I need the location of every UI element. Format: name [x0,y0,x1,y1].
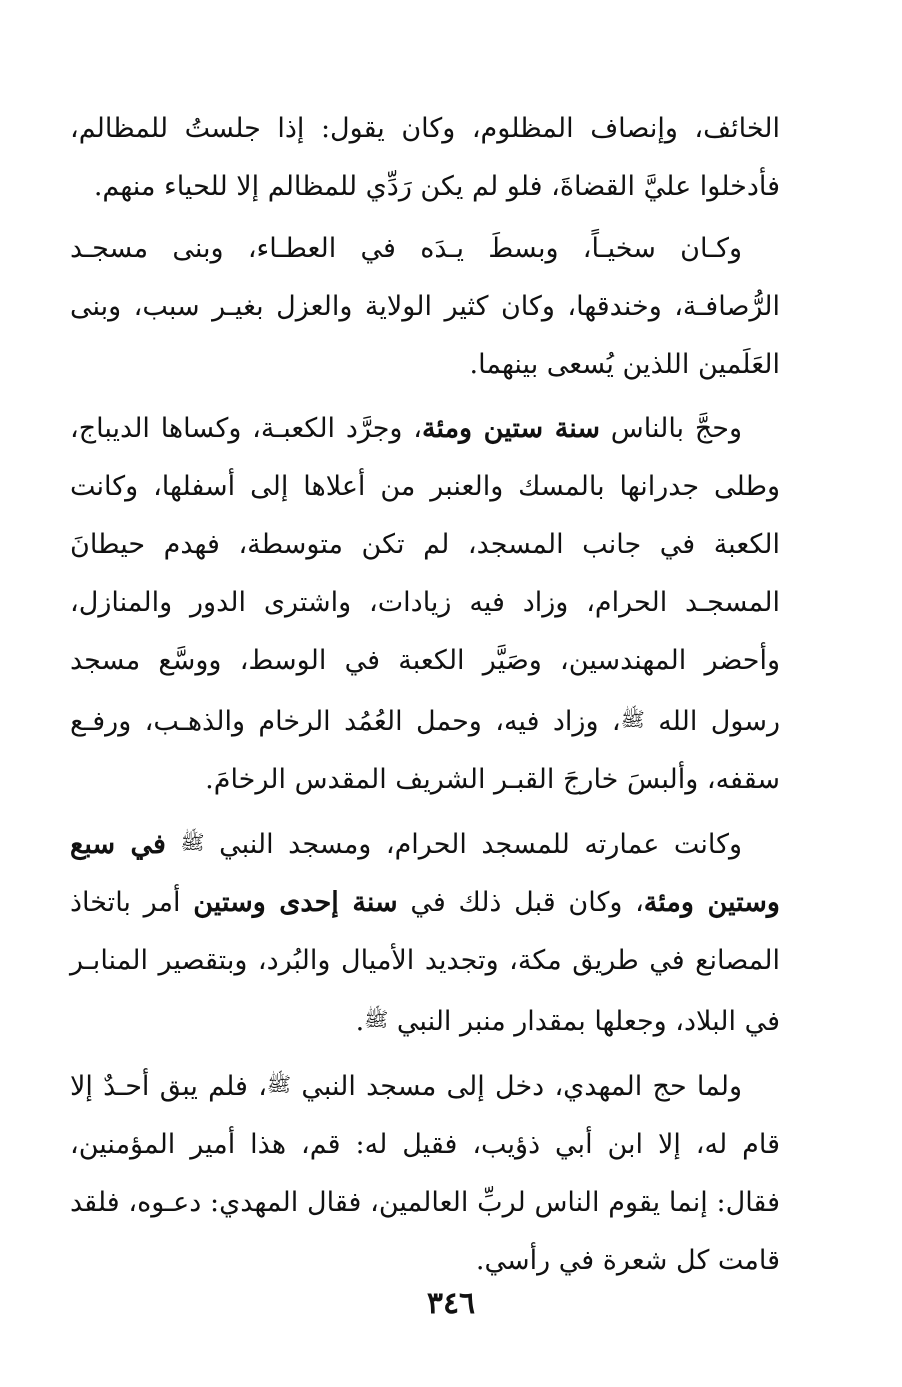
page-body [70,100,780,1387]
page-number: ٣٤٦ [426,1286,476,1321]
text-run: وحجَّ بالناس [600,413,742,444]
paragraph-3 [70,400,780,809]
text-run: الخائف، وإنصاف المظلوم، وكان يقول: إذا جلستُ للمظالم، فأدخلوا عليَّ القضاةَ، فلو لم يكن رَدِّي للمظالم إلا للحياء منهم. [70,113,780,202]
text-run: ، وكان قبل ذلك في [397,887,644,918]
salawat-glyph: ﷺ [620,707,645,731]
text-run: ، وزاد فيه، وحمل العُمُد الرخام والذهـب، ورفـع سقفه، وألبسَ خارجَ القبـر الشريف المقدس الرخامَ. [70,706,780,795]
paragraph-4 [70,813,780,1051]
paragraph-2 [70,220,780,394]
bold-date-phrase: سنة ستين ومئة [421,413,600,444]
salawat-glyph: ﷺ [180,830,205,854]
salawat-glyph: ﷺ [266,1072,292,1096]
text-run: وكانت عمارته للمسجد الحرام، ومسجد النبي [204,829,742,860]
text-run: ، فلم يبق أحـدٌ إلا قام له، إلا ابن أبي ذؤيب، فقيل له: قم، هذا أمير المؤمنين، فقال: إنما يقوم الناس لربِّ العالمين، فقال المهدي: دعـوه، فلقد قامت كل شعرة في رأسي. [70,1071,780,1276]
salawat-glyph: ﷺ [364,1007,389,1031]
paragraph-5 [70,1055,780,1290]
paragraph-1 [70,100,780,216]
text-run: أمر باتخاذ المصانع في طريق مكة، وتجديد الأميال والبُرد، وبتقصير المنابـر في البلاد، وجعلها بمقدار منبر النبي [70,887,780,1037]
text-run: ولما حج المهدي، دخل إلى مسجد النبي [291,1071,742,1102]
text-run: . [355,1006,365,1037]
text-run: ، وجرَّد الكعبـة، وكساها الديباج، وطلى جدرانها بالمسك والعنبر من أعلاها إلى أسفلها، وكانت الكعبة في جانب المسجد، لم تكن متوسطة، فهدم حيطانَ المسجـد الحرام، وزاد فيه زيادات، واشترى الدور والمنازل، وأحضر المهندسين، وصَيَّر الكعبة في الوسط، ووسَّع مسجد رسول الله [70,413,780,737]
text-run: وكـان سخيـاً، وبسطَ يـدَه في العطـاء، وبنى مسجـد الرُّصافـة، وخندقها، وكان كثير الولاية والعزل بغيـر سبب، وبنى العَلَمين اللذين يُسعى بينهما. [70,233,780,380]
bold-date-phrase: في سبع وستين ومئة [70,829,780,918]
bold-date-phrase: سنة إحدى وستين [193,887,398,918]
text-run [166,829,181,860]
